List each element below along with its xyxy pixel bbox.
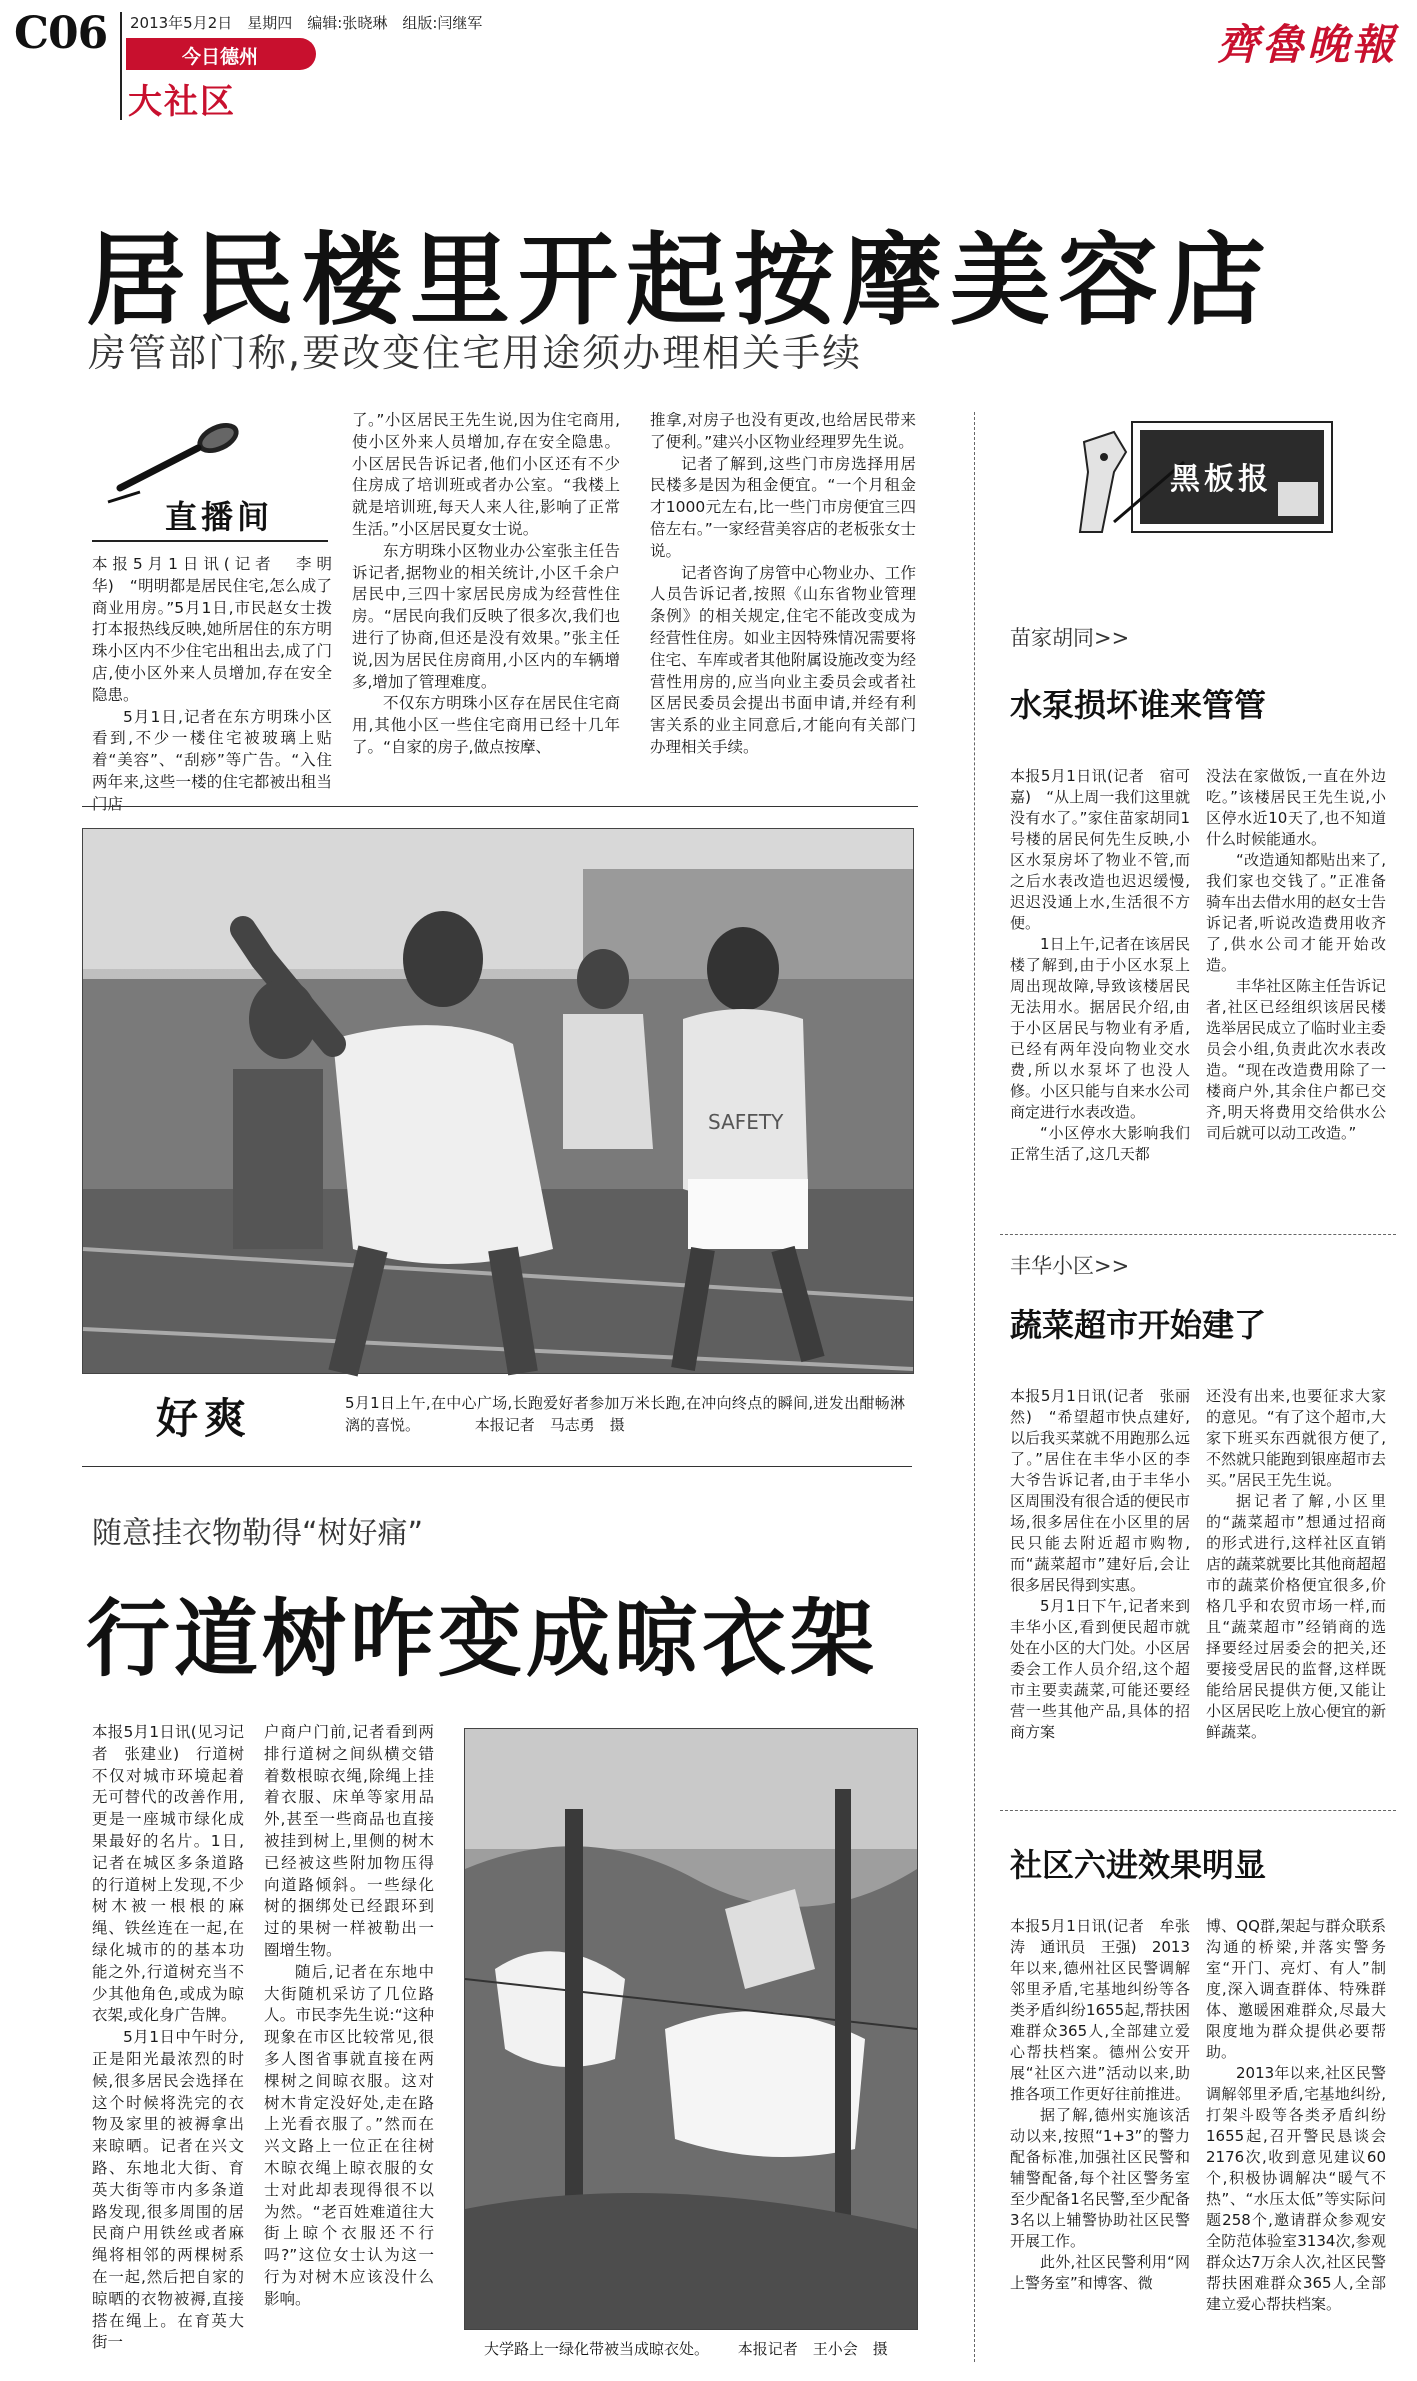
paragraph: 5月1日中午时分,正是阳光最浓烈的时候,很多居民会选择在这个时候将洗完的衣物及家里的被褥拿出来晾晒。记者在兴文路、东地北大街、育英大街等市内多条道路发现,很多周围的居民商户用铁丝或者麻绳将相邻的两棵树系在一起,然后把自家的晾晒的衣物被褥,直接搭在绳上。在育英大街一 xyxy=(92,2028,244,2352)
photo-credit: 本报记者 马志勇 摄 xyxy=(474,1416,625,1434)
date-line: 2013年5月2日 星期四 编辑:张晓琳 组版:闫继军 xyxy=(130,14,483,32)
caption-text: 大学路上一绿化带被当成晾衣处。 xyxy=(484,2340,710,2358)
paragraph: 随后,记者在东地中大街随机采访了几位路人。市民李先生说:“这种现象在市区比较常见,很多人图省事就直接在两棵树之间晾衣服。这对树木肯定没好处,走在路上光看衣服了。”然而在兴文路上一位正在往树木晾衣绳上晾衣服的女士对此却表现得很不以为然。“老百姓难道往大街上晾个衣服还不行吗?”这位女士认为这一行为对树木应该没什么影响。 xyxy=(264,1962,434,2308)
photo-label: 好爽 xyxy=(156,1394,253,1443)
paragraph: 博、QQ群,架起与群众联系沟通的桥梁,并落实警务室“开门、亮灯、有人”制度,深入调查群体、特殊群体、邀暖困难群众,尽最大限度地为群众提供必要帮助。 xyxy=(1206,1917,1386,2061)
header-divider xyxy=(120,12,122,120)
paragraph: 5月1日下午,记者来到丰华小区,看到便民超市就处在小区的大门处。小区居委会工作人员介绍,这个超市主要卖蔬菜,可能还要经营一些其他产品,具体的招商方案 xyxy=(1010,1597,1191,1741)
paragraph: 记者咨询了房管中心物业办、工作人员告诉记者,按照《山东省物业管理条例》的相关规定,住宅不能改变成为经营性住房。如业主因特殊情况需要将住宅、车库或者其他附属设施改变为经营性用房的,应当向业主委员会或者社区居民委员会提出书面申请,并经有利害关系的业主同意后,才能向有关部门办理相关手续。 xyxy=(650,563,916,756)
paragraph: 推拿,对房子也没有更改,也给居民带来了便利。”建兴小区物业经理罗先生说。 xyxy=(650,411,916,451)
sidebar-item-title: 蔬菜超市开始建了 xyxy=(1010,1306,1267,1344)
sidebar-item-col2 xyxy=(1206,766,1386,1206)
paragraph: 1日上午,记者在该居民楼了解到,由于小区水泵上周出现故障,导致该楼居民无法用水。据居民介绍,由于小区居民与物业有矛盾,已经有两年没向物业交水费,所以水泵坏了也没人修。小区只能与自来水公司商定进行水表改造。 xyxy=(1010,935,1191,1121)
photo-credit: 本报记者 王小会 摄 xyxy=(737,2340,888,2358)
page-number: C06 xyxy=(14,8,108,59)
paragraph: “改造通知都贴出来了,我们家也交钱了。”正准备骑车出去借水用的赵女士告诉记者,听说改造费用收齐了,供水公司才能开始改造。 xyxy=(1206,851,1387,974)
divider xyxy=(82,806,918,807)
paragraph: 没法在家做饭,一直在外边吃。”该楼居民王先生说,小区停水近10天了,也不知道什么时候能通水。 xyxy=(1206,767,1386,848)
sidebar-divider xyxy=(974,412,975,2362)
paragraph: 据记者了解,小区里的“蔬菜超市”想通过招商的形式进行,这样社区直销店的蔬菜就要比其他商超超市的蔬菜价格便宜很多,价格几乎和农贸市场一样,而且“蔬菜超市”经销商的选择要经过居委会的把关,还要接受居民的监督,这样既能给居民提供方便,又能让小区居民吃上放心便宜的新鲜蔬菜。 xyxy=(1206,1492,1387,1741)
paragraph: 本报5月1日讯(记者 张丽然) “希望超市快点建好,以后我买菜就不用跑那么远了。”居住在丰华小区的李大爷告诉记者,由于丰华小区周围没有很合适的便民市场,很多居住在小区里的居民只能去附近超市购物,而“蔬菜超市”建好后,会让很多居民得到实惠。 xyxy=(1010,1387,1191,1594)
sidebar-item-title: 社区六进效果明显 xyxy=(1010,1846,1267,1884)
section-title: 大社区 xyxy=(128,82,236,122)
sidebar-item-col2 xyxy=(1206,1916,1386,2362)
sidebar-item-col1 xyxy=(1010,1386,1190,1790)
paragraph: 本报5月1日讯(记者 牟张涛 通讯员 王强) 2013年以来,德州社区民警调解邻里矛盾,宅基地纠纷等各类矛盾纠纷1655起,帮扶困难群众365人,全部建立爱心帮扶档案。德州公安开展“社区六进”活动以来,助推各项工作更好往前推进。 xyxy=(1010,1917,1191,2103)
paragraph: 了。”小区居民王先生说,因为住宅商用,使小区外来人员增加,存在安全隐患。小区居民告诉记者,他们小区还有不少住房成了培训班或者办公室。“我楼上就是培训班,每天人来人往,影响了正常生活。”小区居民夏女士说。 xyxy=(352,411,620,538)
story-kicker: 随意挂衣物勒得“树好痛” xyxy=(92,1516,424,1551)
sidebar-item-col1 xyxy=(1010,766,1190,1206)
paragraph: 丰华社区陈主任告诉记者,社区已经组织该居民楼选举居民成立了临时业主委员会小组,负责此次水表改造。“现在改造费用除了一楼商户外,其余住户都已交齐,明天将费用交给供水公司后就可以动工改造。” xyxy=(1206,977,1387,1142)
divider xyxy=(1000,1810,1396,1811)
main-story-col3 xyxy=(650,410,916,780)
main-story-col1 xyxy=(92,554,332,813)
main-headline: 居民楼里开起按摩美容店 xyxy=(86,222,1274,339)
paragraph: 不仅东方明珠小区存在居民住宅商用,其他小区一些住宅商用已经十几年了。“自家的房子,做点按摩、 xyxy=(352,694,620,756)
paragraph: 据了解,德州实施该活动以来,按照“1+3”的警力配备标准,加强社区民警和辅警配备,每个社区警务室至少配备1名民警,至少配备3名以上辅警协助社区民警开展工作。 xyxy=(1010,2106,1190,2250)
paragraph: 本报5月1日讯(记者 李明华) “明明都是居民住宅,怎么成了商业用房。”5月1日,市民赵女士拨打本报热线反映,她所居住的东方明珠小区内不少住宅出租出去,成了门店,使小区外来人员增加,存在安全隐患。 xyxy=(92,555,332,704)
tree-story-col2 xyxy=(264,1722,434,2362)
paper-logo: 齊魯晚報 xyxy=(1216,20,1397,69)
runners-photo xyxy=(82,828,914,1374)
main-subtitle: 房管部门称,要改变住宅用途须办理相关手续 xyxy=(88,331,863,375)
main-story-col2 xyxy=(352,410,620,780)
divider xyxy=(1000,1234,1396,1235)
paragraph: “小区停水大影响我们正常生活了,这几天都 xyxy=(1010,1124,1190,1163)
paragraph: 户商户门前,记者看到两排行道树之间纵横交错着数根晾衣绳,除绳上挂着衣服、床单等家用品外,甚至一些商品也直接被挂到树上,里侧的树木已经被这些附加物压得向道路倾斜。一些绿化树的捆绑处已经跟环到过的果树一样被勒出一圈增生物。 xyxy=(264,1723,434,1959)
sidebar-item-col1 xyxy=(1010,1916,1190,2362)
bib-text: SAFETY xyxy=(708,1110,784,1134)
paragraph: 还没有出来,也要征求大家的意见。“有了这个超市,大家下班买东西就很方便了,不然就只能跑到银座超市去买。”居民王先生说。 xyxy=(1206,1387,1387,1489)
tree-story-col1 xyxy=(92,1722,244,2362)
paragraph: 2013年以来,社区民警调解邻里矛盾,宅基地纠纷,打架斗殴等各类矛盾纠纷1655起,召开警民恳谈会2176次,收到意见建议60个,积极协调解决“暖气不热”、“水压太低”等实际问题258个,邀请群众参观安全防范体验室3134次,参观群众达7万余人次,社区民警帮扶困难群众365人,全部建立爱心帮扶档案。 xyxy=(1206,2064,1386,2313)
paragraph: 5月1日,记者在东方明珠小区看到,不少一楼住宅被玻璃上贴着“美容”、“刮痧”等广告。“入住两年来,这些一楼的住宅都被出租当门店 xyxy=(92,707,332,813)
section-tag-label: 今日德州 xyxy=(182,46,259,68)
paragraph: 本报5月1日讯(见习记者 张建业) 行道树不仅对城市环境起着无可替代的改善作用,更是一座城市绿化成果最好的名片。1日,记者在城区多条道路的行道树上发现,不少树木被一根根的麻绳、铁丝连在一起,在绿化城市的的基本功能之外,行道树充当不少其他角色,或成为晾衣架,或化身广告牌。 xyxy=(92,1723,244,2025)
caption-text: 5月1日上午,在中心广场,长跑爱好者参加万米长跑,在冲向终点的瞬间,迸发出酣畅淋漓的喜悦。 xyxy=(345,1394,905,1434)
laundry-tree-photo xyxy=(464,1728,918,2330)
badge-underline xyxy=(92,540,328,542)
section-tag xyxy=(126,38,316,70)
blackboard-logo xyxy=(1074,412,1334,540)
sidebar-location: 苗家胡同>> xyxy=(1010,626,1130,650)
tree-photo-caption xyxy=(484,2338,888,2359)
column-badge: 直播间 xyxy=(165,498,274,536)
paragraph: 记者了解到,这些门市房选择用居民楼多是因为租金便宜。“一个月租金才1000元左右,比一些门市房便宜三四倍左右。”一家经营美容店的老板张女士说。 xyxy=(650,454,916,560)
divider xyxy=(82,1466,912,1467)
story-headline: 行道树咋变成晾衣架 xyxy=(86,1590,879,1688)
sidebar-location: 丰华小区>> xyxy=(1010,1254,1130,1278)
sidebar-item-title: 水泵损坏谁来管管 xyxy=(1010,686,1267,724)
paragraph: 此外,社区民警利用“网上警务室”和博客、微 xyxy=(1010,2253,1190,2292)
paragraph: 本报5月1日讯(记者 宿可嘉) “从上周一我们这里就没有水了。”家住苗家胡同1号楼的居民何先生反映,小区水泵房坏了物业不管,而之后水表改造也迟迟缓慢,迟迟没通上水,生活很不方便。 xyxy=(1010,767,1190,932)
sidebar-item-col2 xyxy=(1206,1386,1386,1790)
photo-caption xyxy=(345,1392,905,1436)
paragraph: 东方明珠小区物业办公室张主任告诉记者,据物业的相关统计,小区千余户居民中,三四十家居民房成为经营性住房。“居民向我们反映了很多次,我们也进行了协商,但还是没有效果。”张主任说,因为居民住房商用,小区内的车辆增多,增加了管理难度。 xyxy=(352,541,620,691)
blackboard-title: 黑板报 xyxy=(1170,462,1272,497)
